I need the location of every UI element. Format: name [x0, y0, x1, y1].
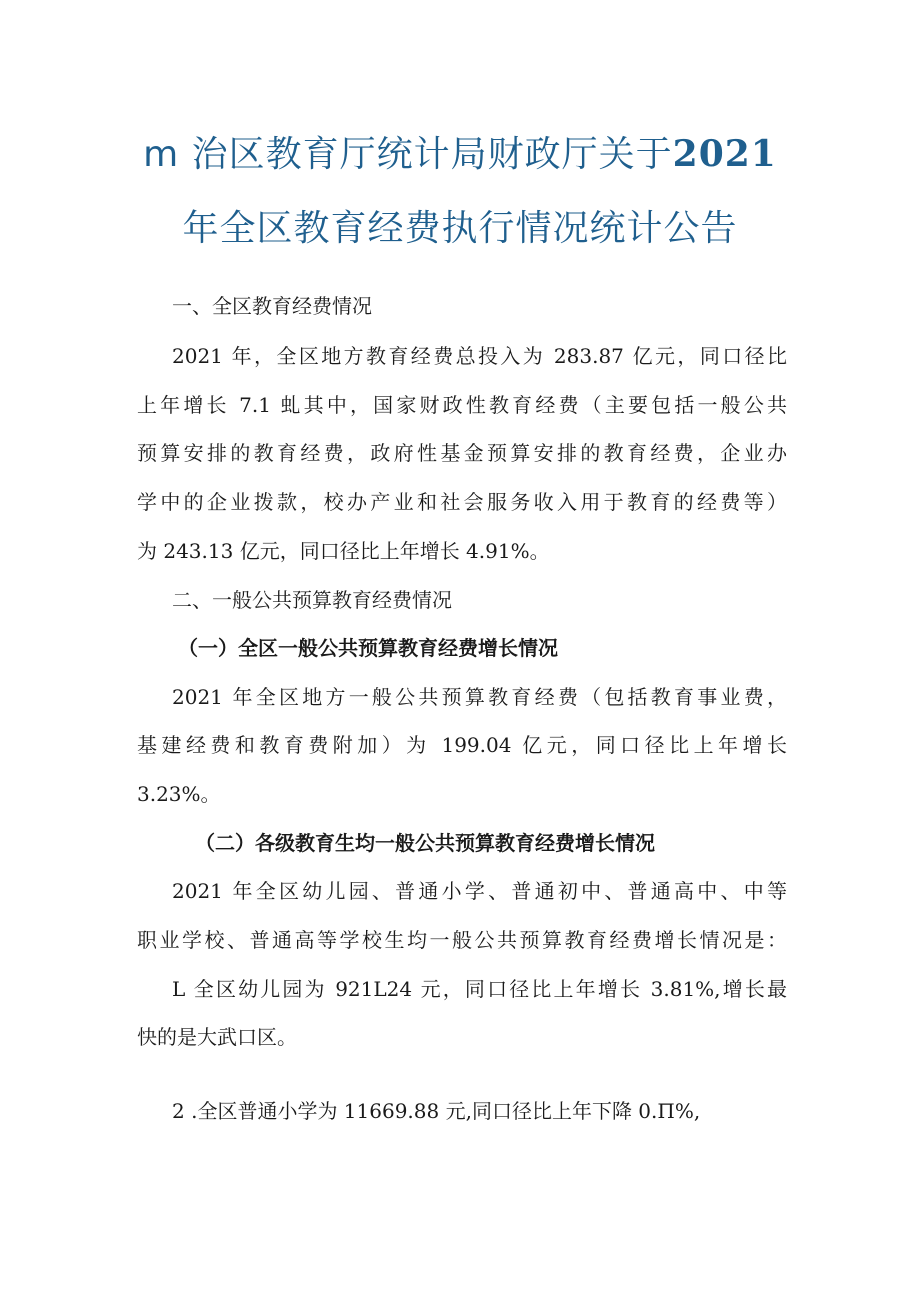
document-title-line-2: 年全区教育经费执行情况统计公告: [182, 208, 738, 249]
title-prefix: m 治区教育厅统计局财政厅关于: [143, 134, 673, 175]
section-1-para-line-2: 上年增长 7.1 虬其中，国家财政性教育经费（主要包括一般公共: [137, 393, 787, 417]
subsection-1-para-line-2: 基建经费和教育费附加）为 199.04 亿元，同口径比上年增长: [137, 733, 787, 757]
list-item-1-line-2: 快的是大武口区。: [137, 1025, 297, 1049]
section-1-heading: 一、全区教育经费情况: [172, 294, 372, 318]
list-item-1-line-1: L 全区幼儿园为 921L24 元，同口径比上年增长 3.81%,增长最: [172, 977, 787, 1001]
list-item-2: 2 .全区普通小学为 11669.88 元,同口径比上年下降 0.Π%,: [172, 1099, 701, 1123]
subsection-2-para-line-1: 2021 年全区幼儿园、普通小学、普通初中、普通高中、中等: [172, 879, 787, 903]
section-2-heading: 二、一般公共预算教育经费情况: [172, 588, 452, 612]
section-1-para-line-3: 预算安排的教育经费，政府性基金预算安排的教育经费，企业办: [137, 441, 787, 465]
subsection-1-para-line-3: 3.23%。: [137, 782, 221, 806]
section-1-para-line-4: 学中的企业拨款，校办产业和社会服务收入用于教育的经费等）: [137, 490, 787, 514]
section-1-para-line-5: 为 243.13 亿元，同口径比上年增长 4.91%。: [137, 539, 550, 563]
section-1-para-line-1: 2021 年，全区地方教育经费总投入为 283.87 亿元，同口径比: [172, 344, 787, 368]
subsection-2-heading: （二）各级教育生均一般公共预算教育经费增长情况: [195, 831, 655, 855]
title-year: 2021: [672, 133, 777, 175]
subsection-2-para-line-2: 职业学校、普通高等学校生均一般公共预算教育经费增长情况是：: [137, 928, 787, 952]
document-title-line-1: [0, 126, 920, 177]
subsection-1-para-line-1: 2021 年全区地方一般公共预算教育经费（包括教育事业费，: [172, 685, 787, 709]
subsection-1-heading: （一）全区一般公共预算教育经费增长情况: [178, 636, 558, 660]
